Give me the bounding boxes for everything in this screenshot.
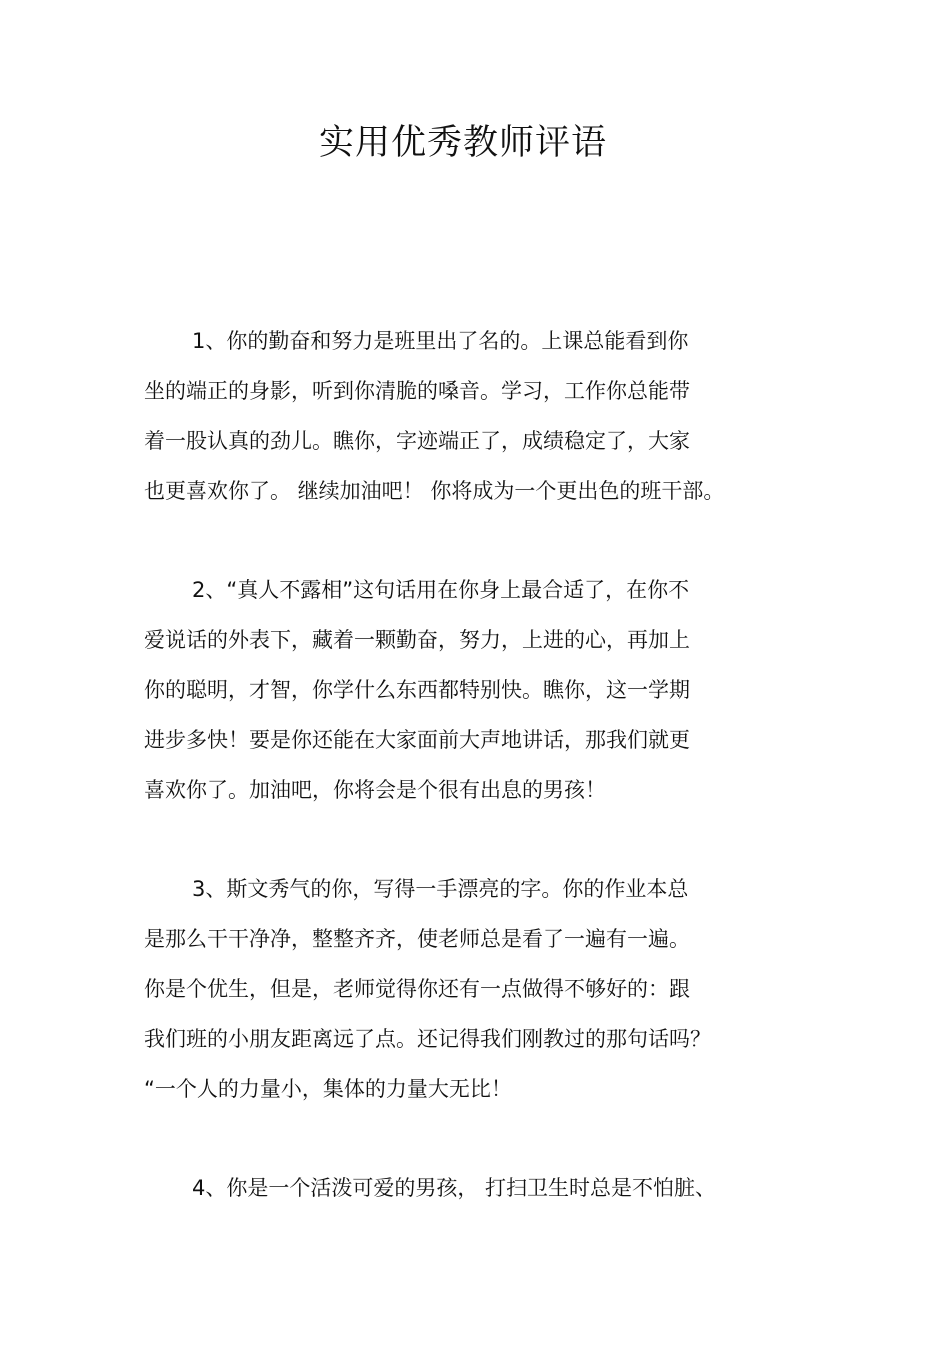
paragraph-3 bbox=[144, 864, 784, 1114]
paragraph-line: 也更喜欢你了。 继续加油吧！ 你将成为一个更出色的班干部。 bbox=[144, 479, 725, 503]
paragraph-line: 3、斯文秀气的你，写得一手漂亮的字。你的作业本总 bbox=[192, 877, 689, 901]
paragraph-1 bbox=[144, 316, 784, 516]
paragraph-4 bbox=[144, 1163, 784, 1213]
paragraph-line: 你的聪明，才智，你学什么东西都特别快。瞧你，这一学期 bbox=[144, 678, 690, 702]
paragraph-line: 喜欢你了。加油吧，你将会是个很有出息的男孩！ bbox=[144, 778, 606, 802]
paragraph-line: 坐的端正的身影，听到你清脆的嗓音。学习，工作你总能带 bbox=[144, 379, 690, 403]
paragraph-line: 1、你的勤奋和努力是班里出了名的。上课总能看到你 bbox=[192, 329, 689, 353]
paragraph-line: 是那么干干净净，整整齐齐，使老师总是看了一遍有一遍。 bbox=[144, 927, 690, 951]
paragraph-line: 我们班的小朋友距离远了点。还记得我们刚教过的那句话吗？ bbox=[144, 1027, 711, 1051]
paragraph-line: 4、你是一个活泼可爱的男孩， 打扫卫生时总是不怕脏、 bbox=[192, 1176, 717, 1200]
paragraph-line: “一个人的力量小，集体的力量大无比！ bbox=[144, 1077, 512, 1101]
paragraph-2 bbox=[144, 565, 784, 815]
paragraph-line: 你是个优生，但是，老师觉得你还有一点做得不够好的：跟 bbox=[144, 977, 690, 1001]
paragraph-line: 2、“真人不露相”这句话用在你身上最合适了，在你不 bbox=[192, 578, 690, 602]
paragraph-line: 进步多快！要是你还能在大家面前大声地讲话，那我们就更 bbox=[144, 728, 690, 752]
document-title: 实用优秀教师评语 bbox=[318, 123, 607, 163]
paragraph-line: 爱说话的外表下，藏着一颗勤奋，努力，上进的心，再加上 bbox=[144, 628, 690, 652]
paragraph-line: 着一股认真的劲儿。瞧你，字迹端正了，成绩稳定了，大家 bbox=[144, 429, 690, 453]
